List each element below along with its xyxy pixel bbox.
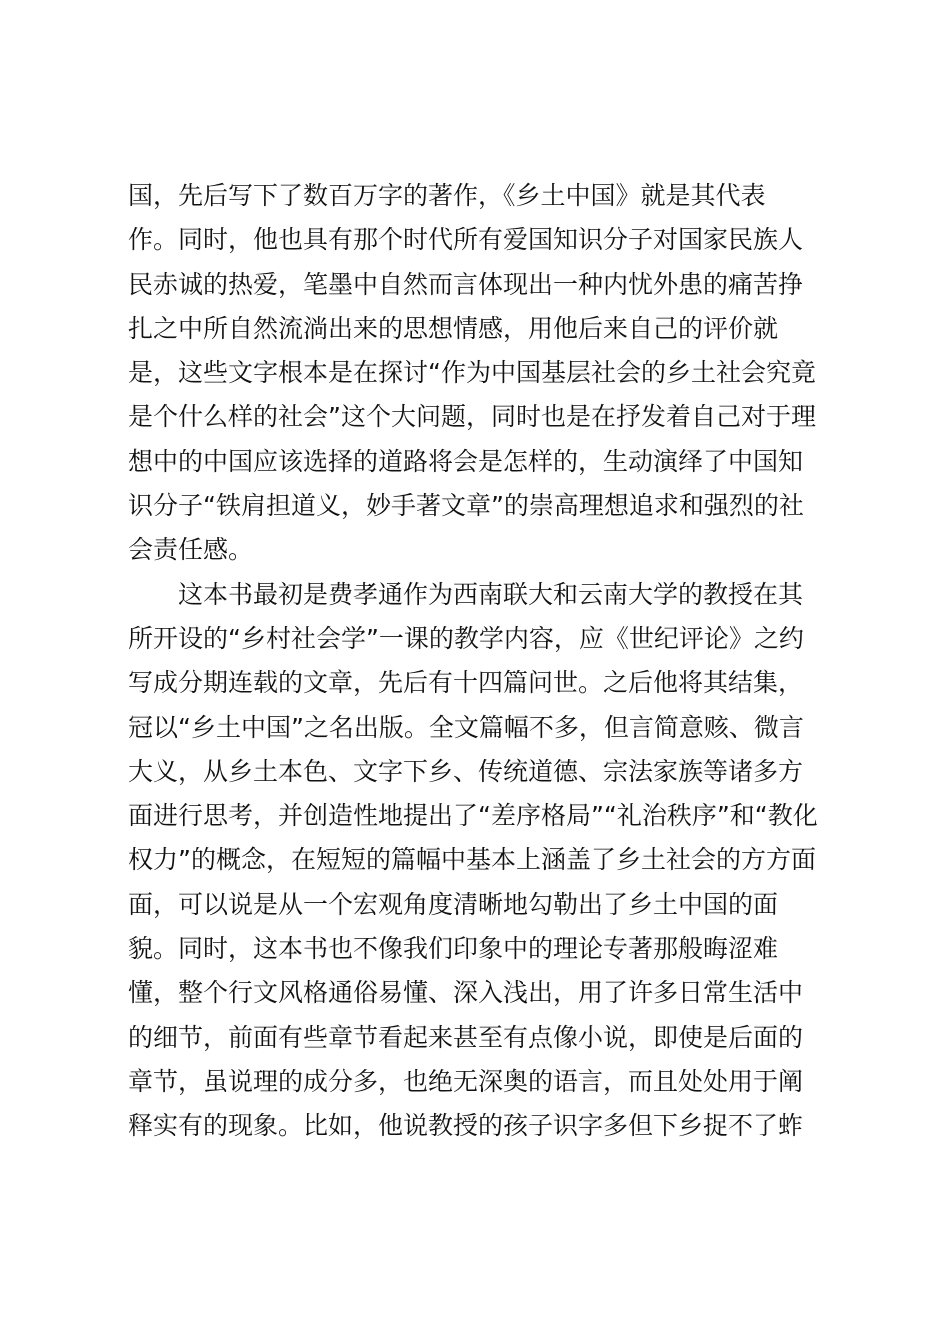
- text-line: 写成分期连载的文章，先后有十四篇问世。之后他将其结集，: [128, 668, 804, 698]
- text-line: 是，这些文字根本是在探讨“作为中国基层社会的乡土社会究竟: [128, 358, 816, 388]
- text-line: 扎之中所自然流淌出来的思想情感，用他后来自己的评价就: [128, 313, 779, 343]
- paragraph-start-line: 这本书最初是费孝通作为西南联大和云南大学的教授在其: [128, 579, 804, 609]
- text-line: 的细节，前面有些章节看起来甚至有点像小说，即使是后面的: [128, 1022, 804, 1052]
- text-line: 大义，从乡土本色、文字下乡、传统道德、宗法家族等诸多方: [128, 756, 804, 786]
- text-line: 权力”的概念，在短短的篇幅中基本上涵盖了乡土社会的方方面: [128, 845, 816, 875]
- text-line: 国，先后写下了数百万字的著作，《乡土中国》就是其代表: [128, 181, 766, 210]
- text-line: 想中的中国应该选择的道路将会是怎样的，生动演绎了中国知: [128, 446, 804, 476]
- text-line: 章节，虽说理的成分多，也绝无深奥的语言，而且处处用于阐: [128, 1066, 804, 1096]
- text-line: 作。同时，他也具有那个时代所有爱国知识分子对国家民族人: [128, 225, 804, 255]
- text-line: 懂，整个行文风格通俗易懂、深入浅出，用了许多日常生活中: [128, 978, 804, 1008]
- text-line: 识分子“铁肩担道义，妙手著文章”的崇高理想追求和强烈的社: [128, 491, 804, 521]
- body-text: [128, 174, 848, 1149]
- text-line: 是个什么样的社会”这个大问题，同时也是在抒发着自己对于理: [128, 402, 816, 432]
- text-line: 会责任感。: [128, 535, 254, 565]
- text-line: 民赤诚的热爱，笔墨中自然而言体现出一种内忧外患的痛苦挣: [128, 269, 804, 299]
- text-line: 貌。同时，这本书也不像我们印象中的理论专著那般晦涩难: [128, 934, 779, 964]
- text-line: 面进行思考，并创造性地提出了“差序格局”“礼治秩序”和“教化: [128, 801, 818, 831]
- text-line: 面，可以说是从一个宏观角度清晰地勾勒出了乡土中国的面: [128, 889, 779, 919]
- text-line: 释实有的现象。比如，他说教授的孩子识字多但下乡捉不了蚱: [128, 1111, 804, 1141]
- text-line: 所开设的“乡村社会学”一课的教学内容，应《世纪评论》之约: [128, 623, 804, 653]
- text-line: 冠以“乡土中国”之名出版。全文篇幅不多，但言简意赅、微言: [128, 712, 804, 742]
